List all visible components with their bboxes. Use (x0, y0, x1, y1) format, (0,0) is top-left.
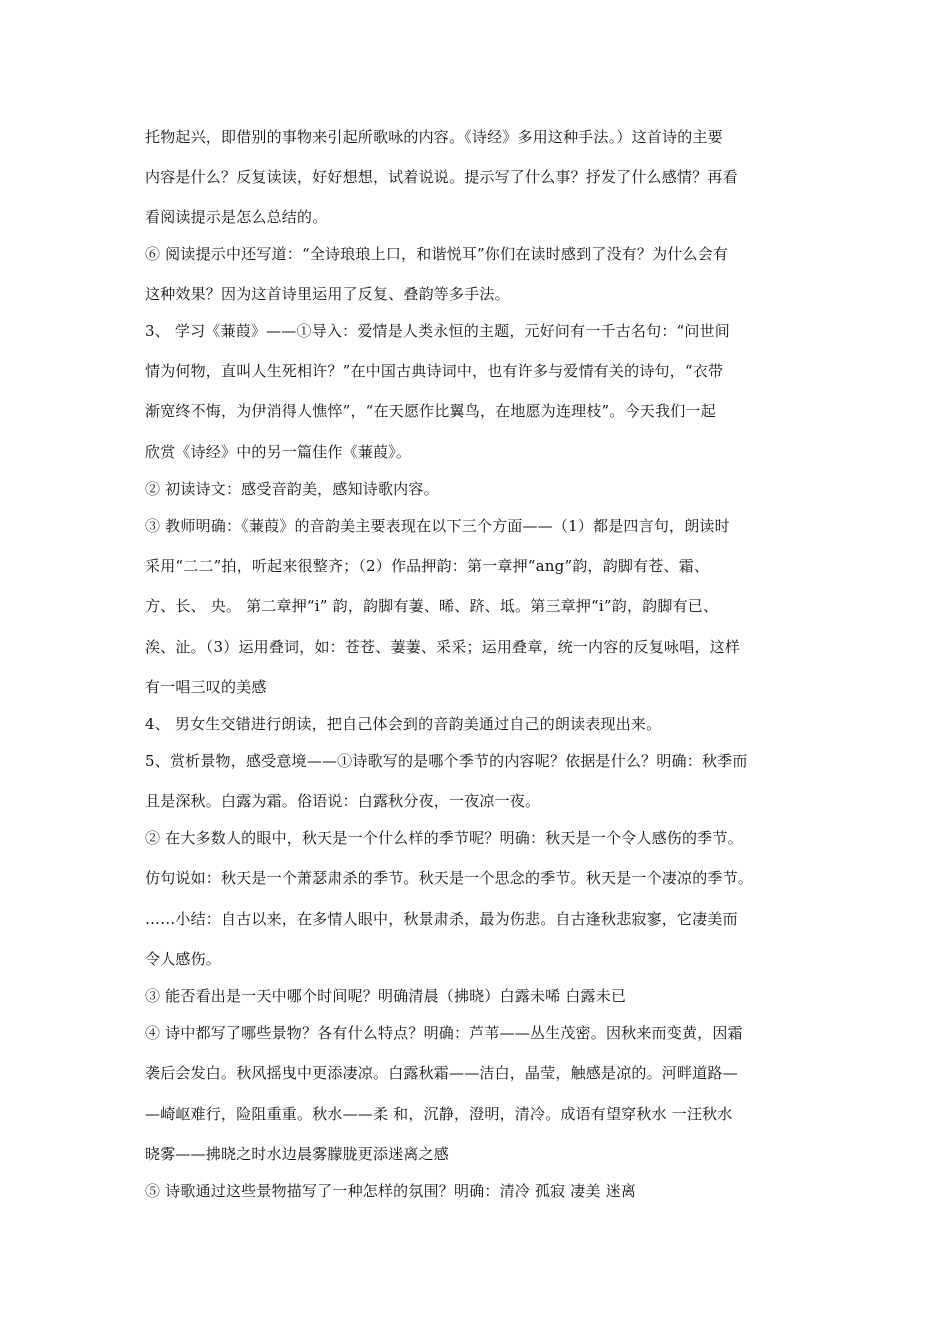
paragraph-line: ④ 诗中都写了哪些景物？各有什么特点？明确：芦苇——丛生茂密。因秋来而变黄，因霜 (145, 1024, 743, 1042)
paragraph-line: 晓雾——拂晓之时水边晨雾朦胧更添迷离之感 (145, 1145, 450, 1163)
paragraph-line: 这种效果？因为这首诗里运用了反复、叠韵等多手法。 (145, 285, 510, 303)
paragraph-line: ⑤ 诗歌通过这些景物描写了一种怎样的氛围？明确：清冷 孤寂 凄美 迷离 (145, 1182, 637, 1200)
paragraph-line: 欣赏《诗经》中的另一篇佳作《蒹葭》。 (145, 443, 412, 461)
paragraph-line: 且是深秋。白露为霜。俗语说：白露秋分夜，一夜凉一夜。 (145, 792, 541, 810)
paragraph-line: ⑥ 阅读提示中还写道：“全诗琅琅上口，和谐悦耳”你们在读时感到了没有？为什么会有 (145, 245, 729, 263)
paragraph-line: 袭后会发白。秋风摇曳中更添凄凉。白露秋霜——洁白，晶莹，触感是凉的。河畔道路— (145, 1064, 738, 1082)
paragraph-line: 仿句说如：秋天是一个萧瑟肃杀的季节。秋天是一个思念的季节。秋天是一个凄凉的季节。 (145, 869, 754, 887)
paragraph-line: ② 初读诗文：感受音韵美，感知诗歌内容。 (145, 480, 439, 498)
paragraph-line: ② 在大多数人的眼中，秋天是一个什么样的季节呢？明确：秋天是一个令人感伤的季节。 (145, 829, 743, 847)
paragraph-line: 托物起兴，即借别的事物来引起所歌咏的内容。《诗经》多用这种手法。）这首诗的主要 (145, 128, 723, 146)
paragraph-line: ③ 能否看出是一天中哪个时间呢？明确清晨（拂晓）白露未唏 白露未已 (145, 987, 627, 1005)
paragraph-line: 看阅读提示是怎么总结的。 (145, 208, 328, 226)
paragraph-line: 5、赏析景物，感受意境——①诗歌写的是哪个季节的内容呢？依据是什么？明确：秋季而 (145, 752, 748, 770)
paragraph-line: —崎岖难行，险阻重重。秋水——柔 和，沉静，澄明，清冷。成语有望穿秋水 一汪秋水 (145, 1105, 733, 1123)
paragraph-line: 4、 男女生交错进行朗读，把自己体会到的音韵美通过自己的朗读表现出来。 (145, 715, 662, 733)
paragraph-line: 内容是什么？反复读读，好好想想，试着说说。提示写了什么事？抒发了什么感情？再看 (145, 168, 738, 186)
paragraph-line: 令人感伤。 (145, 950, 222, 968)
paragraph-line: 渐宽终不悔，为伊消得人憔悴”，“在天愿作比翼鸟，在地愿为连理枝”。今天我们一起 (145, 402, 716, 420)
paragraph-line: ③ 教师明确：《蒹葭》的音韵美主要表现在以下三个方面——（1）都是四言句，朗读时 (145, 517, 730, 535)
paragraph-line: 方、长、 央。 第二章押“i” 韵，韵脚有萋、晞、跻、坻。第三章押“i”韵，韵脚有已、 (145, 597, 719, 615)
paragraph-line: 涘、沚。（3）运用叠词，如：苍苍、萋萋、采采；运用叠章，统一内容的反复咏唱，这样 (145, 638, 741, 656)
paragraph-line: 情为何物，直叫人生死相许？”在中国古典诗词中，也有许多与爱情有关的诗句，“衣带 (145, 362, 724, 380)
paragraph-line: 3、 学习《蒹葭》——①导入：爱情是人类永恒的主题，元好问有一千古名句：“问世间 (145, 322, 730, 340)
paragraph-line: 采用“二二”拍，听起来很整齐；（2）作品押韵：第一章押“ang”韵，韵脚有苍、霜、 (145, 557, 710, 575)
paragraph-line: ……小结：自古以来，在多情人眼中，秋景肃杀，最为伤悲。自古逢秋悲寂寥，它凄美而 (145, 910, 738, 928)
paragraph-line: 有一唱三叹的美感 (145, 678, 267, 696)
